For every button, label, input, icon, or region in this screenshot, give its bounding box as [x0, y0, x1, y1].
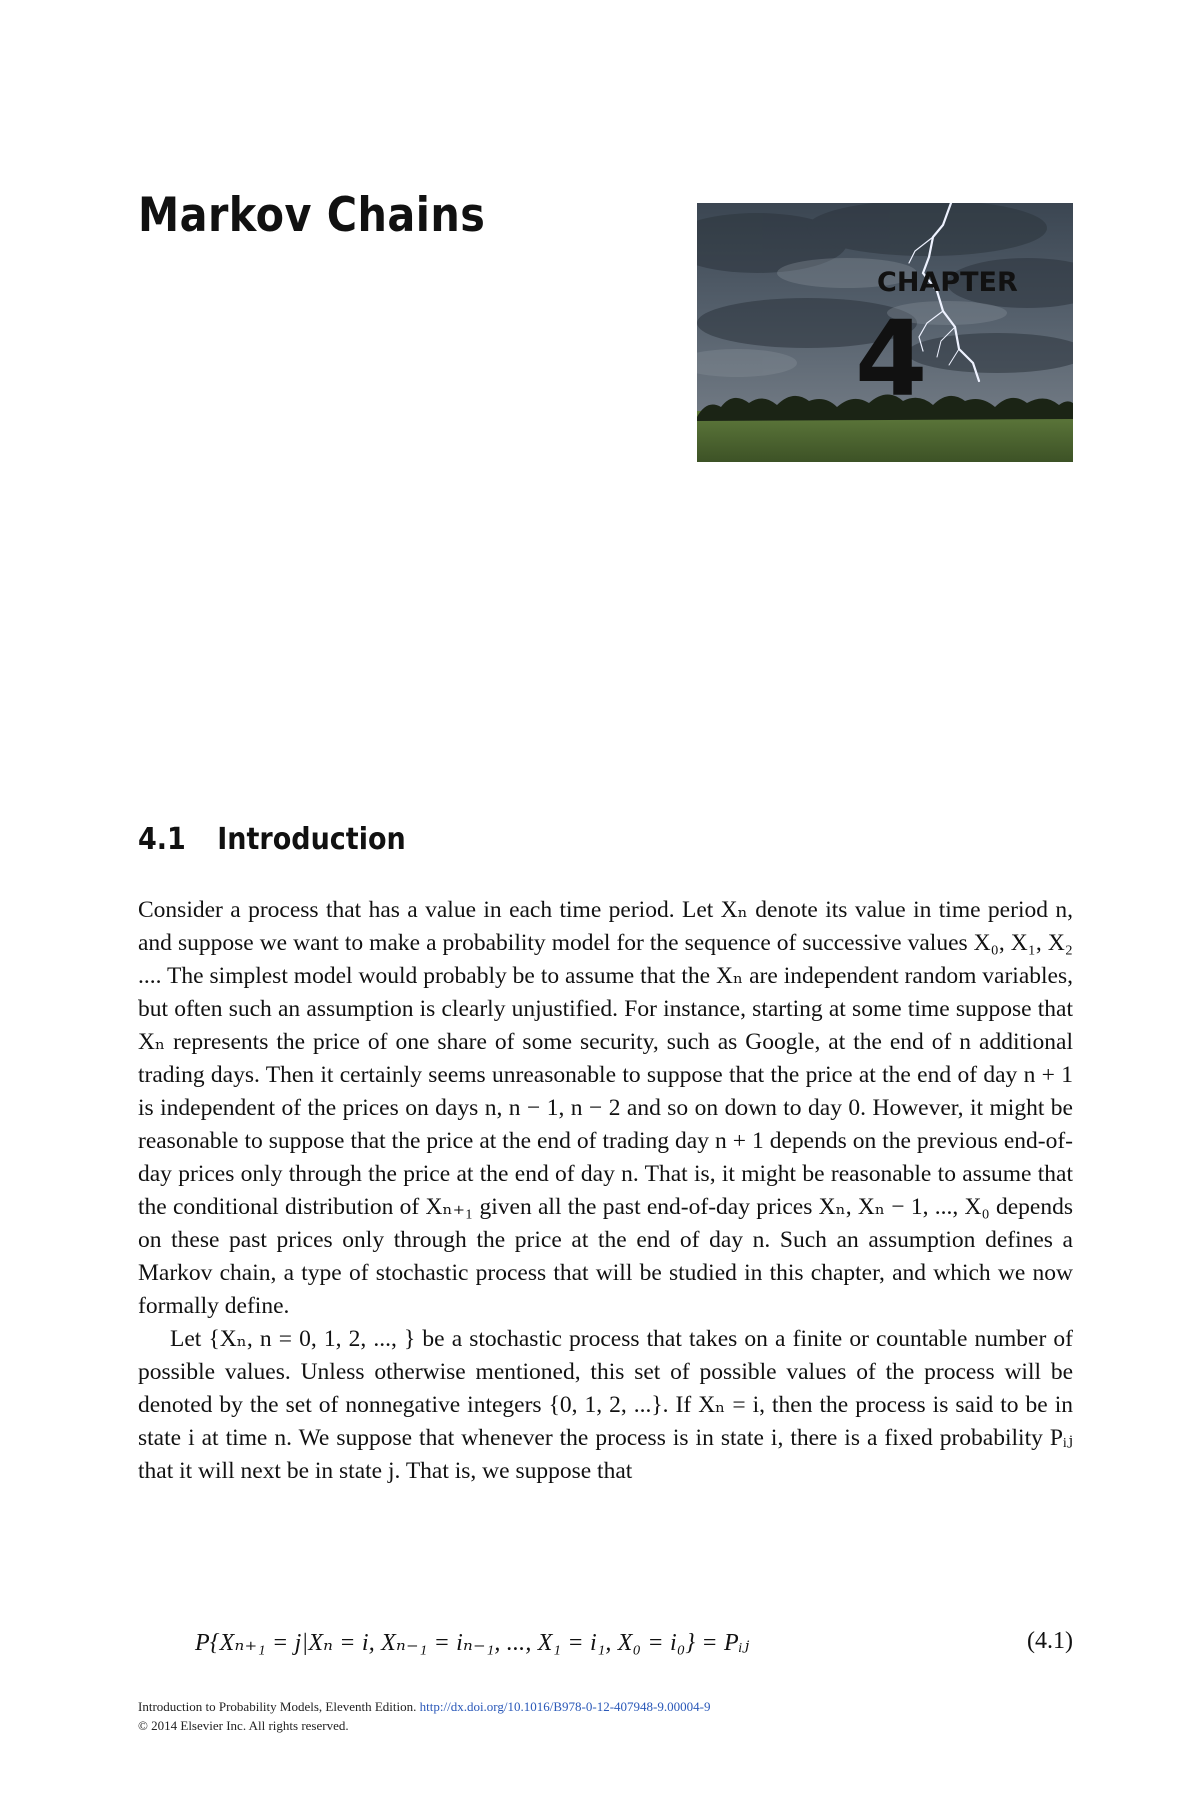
- section-heading: [138, 822, 406, 857]
- section-title: Introduction: [217, 822, 406, 857]
- chapter-badge-number: 4: [855, 298, 928, 420]
- equation-4-1: [195, 1628, 1073, 1668]
- footer-copyright: © 2014 Elsevier Inc. All rights reserved.: [138, 1718, 349, 1733]
- doi-link[interactable]: http://dx.doi.org/10.1016/B978-0-12-407948-9.00004-9: [419, 1699, 711, 1714]
- section-number: 4.1: [138, 822, 186, 857]
- paragraph-1: Consider a process that has a value in each time period. Let Xₙ denote its value in time period n, and suppose we want to make a probability model for the sequence of successive values X₀, X₁, X₂ .... The simplest model would probably be to assume that the Xₙ are independent random variables, but often such an assumption is clearly unjustified. For instance, starting at some time suppose that Xₙ represents the price of one share of some security, such as Google, at the end of n additional trading days. Then it certainly seems unreasonable to suppose that the price at the end of day n + 1 is independent of the prices on days n, n − 1, n − 2 and so on down to day 0. However, it might be reasonable to suppose that the price at the end of trading day n + 1 depends on the previous end-of-day prices only through the price at the end of day n. That is, it might be reasonable to assume that the conditional distribution of Xₙ₊₁ given all the past end-of-day prices Xₙ, Xₙ − 1, ..., X₀ depends on these past prices only through the price at the end of day n. Such an assumption defines a Markov chain, a type of stochastic process that will be studied in this chapter, and which we now formally define.: [138, 897, 1073, 1319]
- footer-book-title: Introduction to Probability Models, Eleventh Edition.: [138, 1699, 417, 1714]
- equation-number: (4.1): [1027, 1628, 1073, 1654]
- body-text: [138, 894, 1073, 1488]
- equation-body: P{Xₙ₊₁ = j|Xₙ = i, Xₙ₋₁ = iₙ₋₁, ..., X₁ = i₁, X₀ = i₀} = Pᵢⱼ: [195, 1630, 750, 1656]
- chapter-header-image: [697, 203, 1073, 462]
- chapter-badge-word: CHAPTER: [877, 267, 1018, 298]
- page-footer: [138, 1697, 710, 1735]
- paragraph-2: Let {Xₙ, n = 0, 1, 2, ..., } be a stochastic process that takes on a finite or countable number of possible values. Unless otherwise mentioned, this set of possible values of the process will be denoted by the set of nonnegative integers {0, 1, 2, ...}. If Xₙ = i, then the process is said to be in state i at time n. We suppose that whenever the process is in state i, there is a fixed probability Pᵢⱼ that it will next be in state j. That is, we suppose that: [138, 1326, 1073, 1484]
- chapter-title: Markov Chains: [138, 188, 486, 243]
